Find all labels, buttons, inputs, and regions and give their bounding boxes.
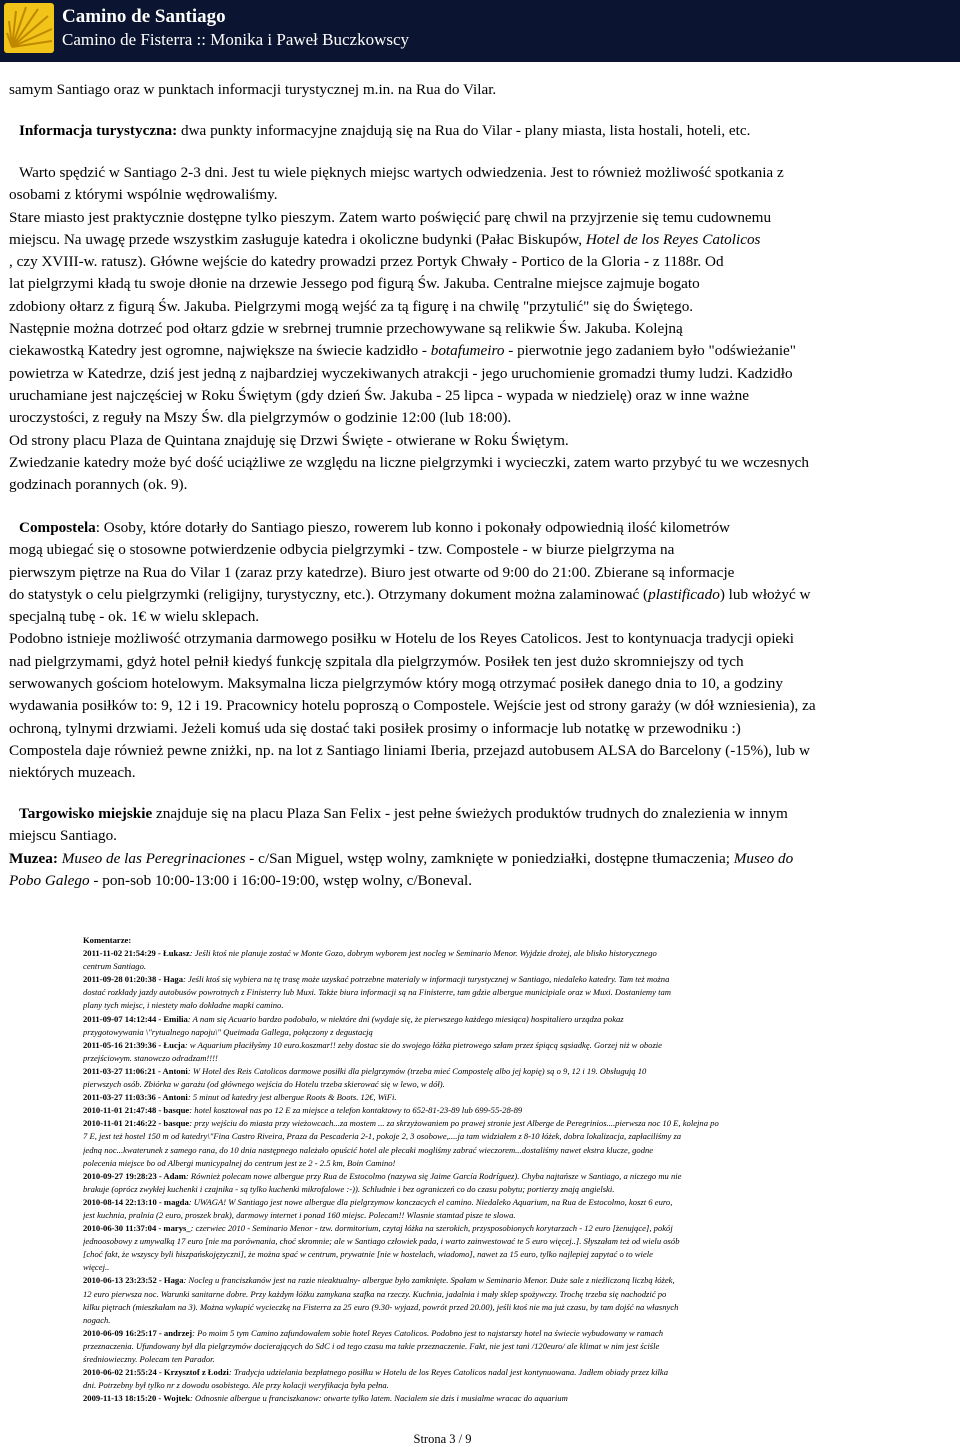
text-line: lat pielgrzymi kładą tu swoje dłonie na drzewie Jessego pod figurą Św. Jakuba. Centralne miejsce zajmuje bogato [9, 275, 700, 293]
comment-line [83, 1130, 798, 1143]
paragraph-cathedral [9, 162, 953, 496]
comment-author: 2011-03-27 11:06:21 - Antoni [83, 1065, 188, 1076]
compostela-label: Compostela [19, 519, 96, 536]
comment-author: 2010-06-30 11:37:04 - marys_ [83, 1223, 191, 1234]
comment-text: : czerwiec 2010 - Seminario Menor - tzw. dormitorium, czytaj łóżka na szerokich, przysposobionych korytarzach - 12 euro [żenujące], pokój [190, 1223, 673, 1234]
text-line: serwowanych gościom hotelowym. Maksymalna licza pielgrzymów który mogą otrzymać posiłek danego dnia to 10, a godziny [9, 675, 783, 693]
comment-line [83, 1052, 798, 1065]
comment-text: przygotowywania \"rytualnego napoju\" Queimada Gallega, połączony z degustacją [83, 1026, 373, 1037]
comment-text: plany tych miejsc, i niestety mało dokładne mapki camino. [83, 1000, 284, 1011]
comment-author: 2010-09-27 19:28:23 - Adam [83, 1170, 186, 1181]
text-line: uruchamiane jest najczęściej w Roku Świętym (gdy dzień Św. Jakuba - 25 lipca - wypada w niedzielę) oraz w inne ważne [9, 386, 749, 404]
comment-line [83, 1065, 798, 1078]
comment-line [83, 947, 798, 960]
comment-line [83, 960, 798, 973]
comment-line [83, 1209, 798, 1222]
text-line: Od strony placu Plaza de Quintana znajduję się Drzwi Święte - otwierane w Roku Świętym. [9, 431, 569, 449]
comment-text: nogach. [83, 1314, 111, 1325]
comment-line [83, 999, 798, 1012]
comment-line [83, 1013, 798, 1026]
text-line: Compostela daje również pewne zniżki, np. na lot z Santiago liniami Iberia, przejazd autobusem ALSA do Barcelony (-15%), lub w [9, 741, 810, 759]
comment-author: 2011-03-27 11:03:36 - Antoni [83, 1092, 188, 1103]
text-line: Compostela: Osoby, które dotarły do Santiago pieszo, rowerem lub konno i pokonały odpowiednią ilość kilometrów [19, 519, 731, 536]
text-line: samym Santiago oraz w punktach informacji turystycznej m.in. na Rua do Vilar. [9, 81, 497, 98]
comment-text: jest kuchnia, pralnia (2 euro, proszek brak), darmowy internet i ponad 160 miejsc. Polecam!! Wlasnie stamtad pisze te slowa. [83, 1209, 516, 1220]
text-line: pierwszym piętrze na Rua do Vilar 1 (zaraz przy katedrze). Biuro jest otwarte od 9:00 do 21:00. Zbierane są informacje [9, 563, 735, 581]
comment-text: jedną noc...kwaterunek z samego rana, do 10 dnia następnego należało opuścić hotel ale płecaki mogliśmy zabrać wieczorem...dostaliśmy nawet ekstra klucze, godne [83, 1144, 654, 1155]
comment-text: : A nam się Acuario bardzo podobało, w niektóre dni (wydaje się, że pierwszego każdego miesiąca) hospitaliero urządza pokaz [187, 1013, 624, 1024]
text-line: osobami z którymi wspólnie wędrowaliśmy. [9, 186, 278, 204]
comments-heading: Komentarze: [83, 935, 132, 945]
comment-text: polecenia miejsce bo od Albergi municypalnej do centrum jest ze 2 - 2.5 km, Boin Camino! [83, 1157, 396, 1168]
comment-text: : W Hotel des Reis Catolicos darmowe posiłki dla pielgrzymów (trzeba mieć Compostelę albo jej kopię) są o 9, 12 i 19. Obsługują 10 [187, 1065, 647, 1076]
comment-line [83, 1026, 798, 1039]
text-line: mogą ubiegać się o stosowne potwierdzenie odbycia pielgrzymki - tzw. Compostele - w biurze pielgrzyma na [9, 541, 675, 559]
comment-line [83, 1327, 798, 1340]
comment-line [83, 1039, 798, 1052]
tourist-info-label: Informacja turystyczna: [19, 122, 178, 139]
site-title: Camino de Santiago [62, 6, 226, 27]
text-line: Pobo Galego - pon-sob 10:00-13:00 i 16:00-19:00, wstęp wolny, c/Boneval. [9, 871, 473, 889]
comment-list [83, 947, 798, 1405]
comment-text: 7 E, jest też hostel 150 m od katedry\"Fina Castro Riveira, Praza da Pescaderia 2-1, pokoje 2, 3 osobowe,....ja tam widziałem z 8-10 łóżek, dobra lokalizacja, zapłaciliśmy za [83, 1131, 682, 1142]
comment-line [83, 1117, 798, 1130]
comment-text: dostać rozkłady jazdy autobusów powrotnych z Finisterry lub Muxi. Także biura informacji są na Finisterre, tam gdzie albergue municipiale oraz w Muxi. Dostaniemy tam [83, 987, 671, 998]
text-line: niektórych muzeach. [9, 764, 136, 782]
text-line: wydawania posiłków to: 9, 12 i 19. Pracownicy hotelu poproszą o Compostele. Wejście jest od strony garaży (w dół wzniesienia), za [9, 697, 816, 715]
text-line: godzinach porannych (ok. 9). [9, 476, 188, 494]
comment-line [83, 1091, 798, 1104]
comment-line [83, 973, 798, 986]
comment-author: 2010-11-01 21:46:22 - basque [83, 1118, 190, 1129]
text-line: nad pielgrzymami, gdyż hotel pełnił kiedyś funkcję szpitala dla pielgrzymów. Posiłek ten jest dużo skromniejszy od tych [9, 652, 744, 670]
text-line: Stare miasto jest praktycznie dostępne tylko pieszym. Zatem warto poświęcić parę chwil na przyjrzenie się temu cudownemu [9, 208, 772, 226]
comment-text: : Również polecam nowe albergue przy Rua de Estocolmo (nazywa się Jaime García Rodríguez). Chyba najtańsze w Santiago, a niczego mu nie [185, 1170, 682, 1181]
comment-text: : Jeśli ktoś się wybiera na tę trasę może uzyskać potrzebne materialy w informacji turystycznej w Santiago, niedaleko katedry. Tam też można [183, 974, 670, 985]
comment-text: : w Aquarium płaciłyśmy 10 euro.koszmar!! zeby dostac sie do swojego łóżka pietrowego szłam przez śpiącą sąsiadkę. Gorzej niż w obozie [184, 1039, 663, 1050]
text-line: specjalną tubę - ok. 1€ w wielu sklepach. [9, 608, 260, 626]
comment-line [83, 1301, 798, 1314]
comment-line [83, 1353, 798, 1366]
paragraph-market-museums [9, 803, 953, 892]
comment-text: dni. Potrzebny był tylko nr z dowodu osobistego. Ale przy kolacji weryfikacja była pełna. [83, 1380, 389, 1391]
text-line: ciekawostką Katedry jest ogromne, największe na świecie kadzidło - botafumeiro - pierwotnie jego zadaniem było "odświeżanie" [9, 342, 797, 360]
text-line: do statystyk o celu pielgrzymki (religijny, turystyczny, etc.). Otrzymany dokument można zalaminować (plastificado) lub włożyć w [9, 585, 811, 603]
comment-line [83, 986, 798, 999]
comment-line [83, 1379, 798, 1392]
text-line: powietrza w Katedrze, dziś jest jedną z najbardziej wyczekiwanych atrakcji - jego uruchomienie gromadzi tłumy ludzi. Kadzidło [9, 364, 793, 382]
comment-line [83, 1235, 798, 1248]
text-line: , czy XVIII-w. ratusz). Główne wejście do katedry prowadzi przez Portyk Chwały - Portico de la Gloria - z 1188r. Od [9, 253, 724, 271]
paragraph-compostela [9, 517, 953, 785]
text-line: Następnie można dotrzeć pod ołtarz gdzie w srebrnej trumnie przechowywane są relikwie Św. Jakuba. Kolejną [9, 320, 683, 338]
comment-text: 12 euro pierwsza noc. Warunki sanitarne dobre. Przy każdym łóżku zamykana szafka na rzeczy. Kuchnia, jadalnia i mały sklep spożywczy. Trochę trzeba się nachodzić po [83, 1288, 667, 1299]
comment-text: [choć fakt, że wszyscy byli hiszpańskojęzyczni], że można spać w centrum, prywatnie [nie w hostelach, wiadomo], nawet za 15 euro, tylko najlepiej zapytać o to wiele [83, 1249, 653, 1260]
comment-line [83, 1222, 798, 1235]
page-header [0, 0, 960, 62]
text-line: Zwiedzanie katedry może być dość uciążliwe ze względu na liczne pielgrzymki i wycieczki, zatem warto przybyć tu we wczesnych [9, 453, 809, 471]
comment-text: pierwszych osób. Zbiórka w garażu (od głównego wejścia do Hotelu trzeba skierować się w lewo, w dół). [83, 1079, 445, 1090]
comment-line [83, 1078, 798, 1091]
comment-line [83, 1274, 798, 1287]
comments-section [83, 934, 798, 1405]
comment-author: 2010-06-13 23:23:52 - Haga [83, 1275, 184, 1286]
comment-line [83, 1144, 798, 1157]
comment-text: kilku piętrach (mieszkałam na 3). Można wykupić wycieczkę na Fisterra za 25 euro (9.30- wyjazd, powrót przed 20.00), jeśli ktoś nie ma już czasu, by tam dojść na własnych [83, 1301, 679, 1312]
comment-text: przejściowym. stanowczo odradzam!!!! [83, 1052, 218, 1063]
comment-text: : Tradycja udzielania bezpłatnego posiłku w Hotelu de los Reyes Catolicos nadal jest kontynuowana. Jadłem obiady przez kilka [228, 1367, 669, 1378]
comment-line [83, 1196, 798, 1209]
comment-text: : 5 minut od katedry jest albergue Roots & Boots. 12€, WiFi. [187, 1092, 397, 1103]
page-number: Strona 3 / 9 [413, 1432, 472, 1446]
comment-line [83, 1248, 798, 1261]
comment-line [83, 1170, 798, 1183]
comment-text: jednoosobowy z umywalką 17 euro [nie ma porównania, choć skromnie; ale w Santiago człowiek pada, i warto zainwestować te 5 euro więcej..]. Słyszałam też od wielu osób [83, 1236, 680, 1247]
comment-author: 2011-11-02 21:54:29 - Łukasz [83, 948, 190, 959]
scallop-shell-icon [4, 3, 54, 53]
comment-text: : przy wejściu do miasta przy wieżowcach...za mostem ... za skrzyżowaniem po prawej stronie jest Alberge de Peregrinios....pierwsza noc 10 E, kolejna po [189, 1118, 719, 1129]
comment-line [83, 1340, 798, 1353]
paragraph-intro [9, 79, 953, 101]
comment-text: : UWAGA! W Santiago jest nowe albergue dla pielgrzymow konczacych el camino. Niedaleko Aquarium, na Rua de Estocolmo, koszt 6 euro, [188, 1196, 673, 1207]
comment-author: 2009-11-13 18:15:20 - Wojtek [83, 1393, 191, 1404]
text-line: miejscu. Na uwagę przede wszystkim zasługuje katedra i okoliczne budynki (Pałac Biskupów, Hotel de los Reyes Catolicos [9, 230, 761, 248]
comment-text: : Jeśli ktoś nie planuje zostać w Monte Gozo, dobrym wyborem jest nocleg w Seminario Menor. Wyjdzie drożej, ale blisko historycznego [189, 948, 657, 959]
text-line: Warto spędzić w Santiago 2-3 dni. Jest tu wiele pięknych miejsc wartych odwiedzenia. Jest to również możliwość spotkania z [19, 164, 784, 181]
comment-text: brakuje (oprócz zwykłej kuchenki i czajnika - są tylko kuchenki mikrofalowe :-)). Schludnie i bez ograniczeń co do czasu pobytu; portierzy znają angielski. [83, 1183, 615, 1194]
comment-text: przeznaczenia. Ufundowany był dla pielgrzymów docierających do SdC i od tego czasu ma takie przeznaczenie. Fakt, nie jest tani /120euro/ ale klimat w nim jest ściśle [83, 1340, 660, 1351]
comment-text: : hotel kosztował nas po 12 E za miejsce a telefon kontaktowy to 652-81-23-89 lub 699-55-28-89 [189, 1105, 523, 1116]
paragraph-tourist-info [19, 120, 960, 142]
comment-text: centrum Santiago. [83, 961, 147, 972]
comment-author: 2010-06-09 16:25:17 - andrzej [83, 1327, 193, 1338]
text-line: Podobno istnieje możliwość otrzymania darmowego posiłku w Hotelu de los Reyes Catolicos. Jest to kontynuacja tradycji opieki [9, 630, 794, 648]
comment-text: : Nocleg u franciszkanów jest na razie nieaktualny- albergue było zamknięte. Spałam w Seminario Menor. Duże sale z nieźliczoną liczbą łóżek, [183, 1275, 675, 1286]
comment-line [83, 1366, 798, 1379]
text-line: Muzea: Museo de las Peregrinaciones - c/San Miguel, wstęp wolny, zamknięte w poniedziałki, dostępne tłumaczenia; Museo do [9, 849, 794, 867]
comment-author: 2011-05-16 21:39:36 - Łucja [83, 1039, 185, 1050]
comment-text: więcej.. [83, 1262, 110, 1273]
text-line: miejscu Santiago. [9, 827, 117, 845]
comment-line [83, 1183, 798, 1196]
comment-line [83, 1392, 798, 1405]
site-subtitle: Camino de Fisterra :: Monika i Paweł Buczkowscy [62, 30, 410, 49]
text-line: uroczystości, z reguły na Mszy Św. dla pielgrzymów o godzinie 12:00 (lub 18:00). [9, 409, 512, 427]
comment-text: : Po moim 5 tym Camino zafundowałem sobie hotel Reyes Catolicos. Podobno jest to najstarszy hotel na świecie wybudowany w ramach [192, 1327, 664, 1338]
comment-author: 2011-09-07 14:12:44 - Emilia [83, 1013, 188, 1024]
market-label: Targowisko miejskie [19, 805, 153, 822]
text-line: zdobiony ołtarz z figurą Św. Jakuba. Pielgrzymi mogą wejść za tą figurę i na chwilę "przytulić" się do Świętego. [9, 297, 694, 315]
comment-line [83, 1261, 798, 1274]
comment-author: 2010-11-01 21:47:48 - basque [83, 1105, 190, 1116]
text-line: ochroną, tylnymi drzwiami. Jeżeli komuś uda się dostać taki posiłek prosimy o informacje lub notatkę w przewodniku :) [9, 719, 741, 737]
comment-line [83, 1288, 798, 1301]
comment-text: : Odnosnie albergue u franciszkanow: otwarte tylko latem. Nacialem sie dzis i musialme wracac do aquarium [190, 1393, 568, 1404]
comment-line [83, 1104, 798, 1117]
comment-author: 2010-06-02 21:55:24 - Krzysztof z Łodzi [83, 1367, 229, 1378]
comment-text: średniowieczny. Polecam ten Parador. [83, 1354, 215, 1364]
comment-line [83, 1314, 798, 1327]
comment-author: 2010-08-14 22:13:10 - magda [83, 1196, 189, 1207]
comment-line [83, 1157, 798, 1170]
museums-label: Muzea: [9, 849, 58, 867]
comment-author: 2011-09-28 01:20:38 - Haga [83, 974, 184, 985]
text-line: Targowisko miejskie znajduje się na placu Plaza San Felix - jest pełne świeżych produktów trudnych do znalezienia w innym [19, 805, 788, 822]
text-line: Informacja turystyczna: dwa punkty informacyjne znajdują się na Rua do Vilar - plany miasta, lista hostali, hoteli, etc. [19, 122, 751, 139]
